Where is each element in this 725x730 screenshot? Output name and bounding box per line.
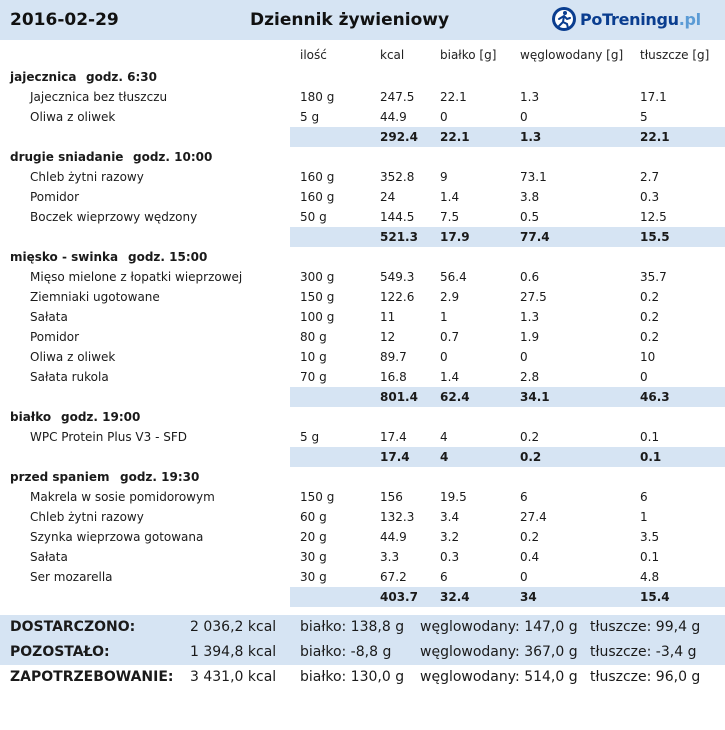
- food-carbs: 73.1: [520, 170, 547, 184]
- food-row: [0, 347, 725, 367]
- food-row: [0, 167, 725, 187]
- total-label: DOSTARCZONO:: [10, 619, 136, 635]
- food-name: Ziemniaki ugotowane: [30, 290, 160, 304]
- food-name: WPC Protein Plus V3 - SFD: [30, 430, 187, 444]
- food-row: [0, 507, 725, 527]
- food-qty: 30 g: [300, 550, 327, 564]
- potreningu-logo[interactable]: [550, 5, 701, 33]
- total-kcal: 2 036,2 kcal: [190, 619, 277, 635]
- food-fat: 0.2: [640, 310, 660, 324]
- total-label: POZOSTAŁO:: [10, 644, 110, 660]
- food-kcal: 44.9: [380, 530, 407, 544]
- sum-carbs: 34: [520, 590, 537, 604]
- sum-protein: 22.1: [440, 130, 470, 144]
- food-carbs: 1.9: [520, 330, 540, 344]
- food-protein: 7.5: [440, 210, 460, 224]
- food-carbs: 1.3: [520, 310, 540, 324]
- sum-carbs: 0.2: [520, 450, 542, 464]
- food-kcal: 89.7: [380, 350, 407, 364]
- food-carbs: 0.6: [520, 270, 540, 284]
- page-header: [0, 0, 725, 40]
- food-name: Sałata rukola: [30, 370, 109, 384]
- food-row: [0, 267, 725, 287]
- food-row: [0, 547, 725, 567]
- sum-fat: 22.1: [640, 130, 670, 144]
- logo-text: PoTreningu.pl: [580, 9, 701, 29]
- food-row: [0, 327, 725, 347]
- meal-time: godz. 6:30: [86, 70, 157, 84]
- food-fat: 0: [640, 370, 648, 384]
- sum-protein: 4: [440, 450, 449, 464]
- food-kcal: 122.6: [380, 290, 415, 304]
- meal-name: mięsko - swinka: [10, 250, 119, 264]
- food-fat: 0.2: [640, 290, 660, 304]
- sum-carbs: 77.4: [520, 230, 550, 244]
- page-title: Dziennik żywieniowy: [250, 10, 450, 30]
- food-protein: 1.4: [440, 370, 460, 384]
- sum-protein: 17.9: [440, 230, 470, 244]
- food-carbs: 3.8: [520, 190, 540, 204]
- meal-sum-row: [290, 587, 725, 607]
- total-carbs: węglowodany: 147,0 g: [420, 619, 578, 635]
- food-qty: 5 g: [300, 110, 320, 124]
- food-row: [0, 487, 725, 507]
- sum-fat: 15.4: [640, 590, 670, 604]
- sum-fat: 15.5: [640, 230, 670, 244]
- food-fat: 6: [640, 490, 648, 504]
- food-protein: 9: [440, 170, 448, 184]
- food-carbs: 27.5: [520, 290, 547, 304]
- meal-header: [0, 147, 725, 167]
- total-fat: tłuszcze: 96,0 g: [590, 669, 701, 685]
- sum-fat: 46.3: [640, 390, 670, 404]
- meal-name: jajecznica: [10, 70, 77, 84]
- food-row: [0, 287, 725, 307]
- food-kcal: 144.5: [380, 210, 415, 224]
- food-row: [0, 107, 725, 127]
- food-name: Oliwa z oliwek: [30, 110, 116, 124]
- food-name: Makrela w sosie pomidorowym: [30, 490, 215, 504]
- food-row: [0, 307, 725, 327]
- meal-time: godz. 19:30: [120, 470, 200, 484]
- food-name: Sałata: [30, 310, 68, 324]
- meal-header: [0, 67, 725, 87]
- food-qty: 80 g: [300, 330, 327, 344]
- food-protein: 1.4: [440, 190, 460, 204]
- food-kcal: 3.3: [380, 550, 400, 564]
- food-row: [0, 427, 725, 447]
- food-protein: 56.4: [440, 270, 467, 284]
- food-name: Ser mozarella: [30, 570, 113, 584]
- remaining-row: [0, 640, 725, 665]
- sum-kcal: 801.4: [380, 390, 418, 404]
- meal-name: drugie sniadanie: [10, 150, 124, 164]
- col-kcal-header: kcal: [380, 48, 405, 62]
- meal-sum-row: [290, 127, 725, 147]
- food-qty: 60 g: [300, 510, 327, 524]
- sum-carbs: 34.1: [520, 390, 550, 404]
- food-name: Pomidor: [30, 190, 80, 204]
- food-fat: 2.7: [640, 170, 660, 184]
- food-name: Mięso mielone z łopatki wieprzowej: [30, 270, 243, 284]
- meal-name: białko: [10, 410, 52, 424]
- food-carbs: 1.3: [520, 90, 540, 104]
- meal-sum-row: [290, 447, 725, 467]
- total-fat: tłuszcze: -3,4 g: [590, 644, 697, 660]
- food-fat: 3.5: [640, 530, 660, 544]
- food-kcal: 156: [380, 490, 403, 504]
- food-carbs: 0.2: [520, 530, 540, 544]
- food-fat: 0.1: [640, 550, 660, 564]
- meal-header: [0, 247, 725, 267]
- total-kcal: 3 431,0 kcal: [190, 669, 277, 685]
- food-kcal: 24: [380, 190, 396, 204]
- food-protein: 3.4: [440, 510, 460, 524]
- meal-sum-row: [290, 227, 725, 247]
- food-carbs: 0.5: [520, 210, 540, 224]
- food-fat: 17.1: [640, 90, 667, 104]
- runner-logo-icon: [550, 5, 578, 33]
- col-fat-header: tłuszcze [g]: [640, 48, 710, 62]
- food-protein: 0: [440, 350, 448, 364]
- food-fat: 5: [640, 110, 648, 124]
- food-fat: 0.2: [640, 330, 660, 344]
- food-protein: 1: [440, 310, 448, 324]
- food-name: Pomidor: [30, 330, 80, 344]
- food-row: [0, 187, 725, 207]
- food-kcal: 11: [380, 310, 396, 324]
- food-qty: 150 g: [300, 290, 335, 304]
- meal-time: godz. 19:00: [61, 410, 141, 424]
- food-kcal: 12: [380, 330, 396, 344]
- food-carbs: 0: [520, 570, 528, 584]
- food-protein: 0.3: [440, 550, 460, 564]
- food-kcal: 44.9: [380, 110, 407, 124]
- food-qty: 5 g: [300, 430, 320, 444]
- food-fat: 0.1: [640, 430, 660, 444]
- food-carbs: 0: [520, 350, 528, 364]
- meal-sum-row: [290, 387, 725, 407]
- food-qty: 30 g: [300, 570, 327, 584]
- food-protein: 4: [440, 430, 448, 444]
- food-qty: 70 g: [300, 370, 327, 384]
- food-fat: 0.3: [640, 190, 660, 204]
- food-qty: 180 g: [300, 90, 335, 104]
- food-row: [0, 367, 725, 387]
- meal-time: godz. 10:00: [133, 150, 213, 164]
- total-carbs: węglowodany: 367,0 g: [420, 644, 578, 660]
- diary-date: 2016-02-29: [10, 10, 119, 30]
- meal-time: godz. 15:00: [128, 250, 208, 264]
- food-protein: 22.1: [440, 90, 467, 104]
- sum-protein: 32.4: [440, 590, 470, 604]
- food-qty: 160 g: [300, 190, 335, 204]
- food-carbs: 2.8: [520, 370, 540, 384]
- food-qty: 160 g: [300, 170, 335, 184]
- food-name: Boczek wieprzowy wędzony: [30, 210, 198, 224]
- food-qty: 100 g: [300, 310, 335, 324]
- food-kcal: 247.5: [380, 90, 415, 104]
- food-qty: 10 g: [300, 350, 327, 364]
- total-fat: tłuszcze: 99,4 g: [590, 619, 701, 635]
- sum-kcal: 292.4: [380, 130, 418, 144]
- food-qty: 300 g: [300, 270, 335, 284]
- food-carbs: 27.4: [520, 510, 547, 524]
- food-protein: 19.5: [440, 490, 467, 504]
- food-protein: 0.7: [440, 330, 460, 344]
- sum-kcal: 403.7: [380, 590, 418, 604]
- total-protein: białko: 130,0 g: [300, 669, 405, 685]
- food-fat: 35.7: [640, 270, 667, 284]
- food-row: [0, 527, 725, 547]
- food-fat: 12.5: [640, 210, 667, 224]
- food-name: Szynka wieprzowa gotowana: [30, 530, 204, 544]
- food-kcal: 132.3: [380, 510, 415, 524]
- food-fat: 4.8: [640, 570, 660, 584]
- food-row: [0, 207, 725, 227]
- total-protein: białko: 138,8 g: [300, 619, 405, 635]
- food-name: Chleb żytni razowy: [30, 170, 144, 184]
- food-name: Sałata: [30, 550, 68, 564]
- sum-carbs: 1.3: [520, 130, 542, 144]
- total-label: ZAPOTRZEBOWANIE:: [10, 669, 174, 685]
- food-protein: 0: [440, 110, 448, 124]
- food-name: Jajecznica bez tłuszczu: [30, 90, 168, 104]
- sum-fat: 0.1: [640, 450, 662, 464]
- food-qty: 150 g: [300, 490, 335, 504]
- total-kcal: 1 394,8 kcal: [190, 644, 277, 660]
- sum-protein: 62.4: [440, 390, 470, 404]
- col-qty-header: ilość: [300, 48, 327, 62]
- meal-header: [0, 467, 725, 487]
- food-protein: 3.2: [440, 530, 460, 544]
- total-protein: białko: -8,8 g: [300, 644, 392, 660]
- sum-kcal: 17.4: [380, 450, 410, 464]
- food-row: [0, 567, 725, 587]
- food-kcal: 352.8: [380, 170, 415, 184]
- food-carbs: 0.4: [520, 550, 540, 564]
- food-qty: 50 g: [300, 210, 327, 224]
- meal-header: [0, 407, 725, 427]
- food-row: [0, 87, 725, 107]
- col-carbs-header: węglowodany [g]: [520, 48, 624, 62]
- food-kcal: 67.2: [380, 570, 407, 584]
- delivered-row: [0, 615, 725, 640]
- sum-kcal: 521.3: [380, 230, 418, 244]
- food-qty: 20 g: [300, 530, 327, 544]
- food-carbs: 6: [520, 490, 528, 504]
- food-carbs: 0.2: [520, 430, 540, 444]
- food-name: Chleb żytni razowy: [30, 510, 144, 524]
- food-protein: 2.9: [440, 290, 460, 304]
- col-protein-header: białko [g]: [440, 48, 497, 62]
- food-fat: 1: [640, 510, 648, 524]
- food-carbs: 0: [520, 110, 528, 124]
- meal-name: przed spaniem: [10, 470, 110, 484]
- food-fat: 10: [640, 350, 656, 364]
- requirement-row: [0, 665, 725, 690]
- food-kcal: 17.4: [380, 430, 407, 444]
- food-kcal: 16.8: [380, 370, 407, 384]
- food-name: Oliwa z oliwek: [30, 350, 116, 364]
- total-carbs: węglowodany: 514,0 g: [420, 669, 578, 685]
- food-kcal: 549.3: [380, 270, 415, 284]
- food-protein: 6: [440, 570, 448, 584]
